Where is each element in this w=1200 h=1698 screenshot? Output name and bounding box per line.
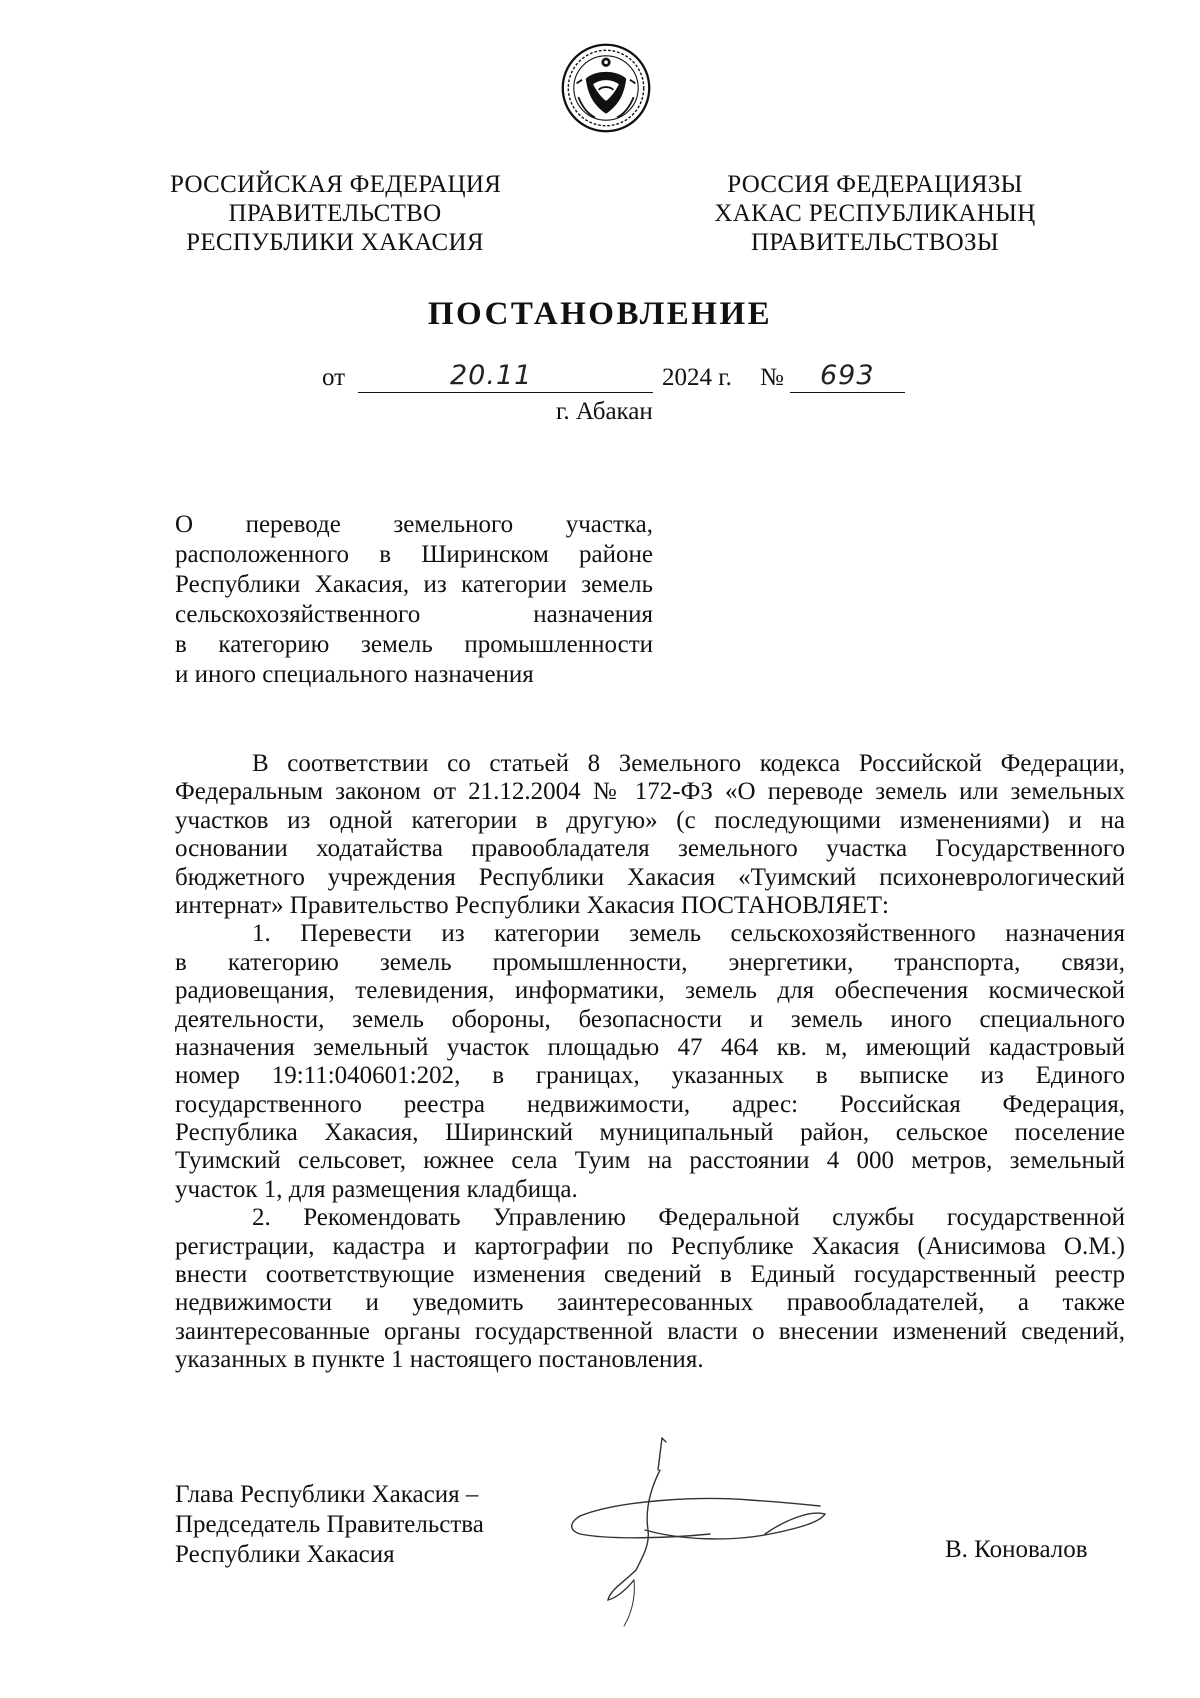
header-left-line: РОССИЙСКАЯ ФЕДЕРАЦИЯ xyxy=(170,171,502,198)
body-line: назначения земельный участок площадью 47 464 кв. м, имеющий кадастровый xyxy=(175,1033,1125,1061)
header-right-line: ХАКАС РЕСПУБЛИКАНЫҢ xyxy=(714,200,1036,227)
body-line: государственного реестра недвижимости, адрес: Российская Федерация, xyxy=(175,1090,1125,1118)
body-line: внести соответствующие изменения сведений в Единый государственный реестр xyxy=(175,1261,1125,1289)
signatory-position-line: Глава Республики Хакасия – xyxy=(175,1481,479,1508)
subject-line: в категорию земель промышленности xyxy=(175,631,653,658)
body-line: недвижимости и уведомить заинтересованных правообладателей, а также xyxy=(175,1289,1125,1317)
body-line: в категорию земель промышленности, энергетики, транспорта, связи, xyxy=(175,948,1125,976)
body-line: деятельности, земель обороны, безопасности и земель иного специального xyxy=(175,1005,1125,1033)
body-text xyxy=(175,750,1125,1375)
body-line: интернат» Правительство Республики Хакасия ПОСТАНОВЛЯЕТ: xyxy=(175,891,889,919)
signatory-position-line: Председатель Правительства xyxy=(175,1511,484,1538)
body-line: номер 19:11:040601:202, в границах, указанных в выписке из Единого xyxy=(175,1062,1125,1090)
header-left xyxy=(170,170,500,257)
body-line: участок 1, для размещения кладбища. xyxy=(175,1175,578,1203)
subject-line: сельскохозяйственного назначения xyxy=(175,601,653,628)
subject-line: Республики Хакасия, из категории земель xyxy=(175,571,653,598)
date-year: 2024 г. xyxy=(662,364,732,391)
body-line: 1. Перевести из категории земель сельскохозяйственного назначения xyxy=(252,920,1125,948)
header-right xyxy=(710,170,1040,257)
body-line: заинтересованные органы государственной власти о внесении изменений сведений, xyxy=(175,1317,1125,1345)
handwritten-signature xyxy=(550,1430,920,1630)
signatory-name: В. Коновалов xyxy=(945,1536,1088,1563)
body-line: радиовещания, телевидения, информатики, земель для обеспечения космической xyxy=(175,977,1125,1005)
body-line: Республика Хакасия, Ширинский муниципальный район, сельское поселение xyxy=(175,1119,1125,1147)
number-underline xyxy=(790,392,905,393)
subject-block xyxy=(175,510,653,690)
body-line: Федеральным законом от 21.12.2004 № 172-ФЗ «О переводе земель или земельных xyxy=(175,778,1125,806)
header-left-line: РЕСПУБЛИКИ ХАКАСИЯ xyxy=(186,229,484,256)
signatory-position xyxy=(175,1480,484,1570)
header-right-line: РОССИЯ ФЕДЕРАЦИЯЗЫ xyxy=(727,171,1023,198)
coat-of-arms-emblem xyxy=(560,42,652,134)
body-line: указанных в пункте 1 настоящего постановления. xyxy=(175,1346,704,1374)
date-underline xyxy=(358,392,653,393)
header-left-line: ПРАВИТЕЛЬСТВО xyxy=(228,200,442,227)
body-line: регистрации, кадастра и картографии по Республике Хакасия (Анисимова О.М.) xyxy=(175,1232,1125,1260)
body-line: Туимский сельсовет, южнее села Туим на расстоянии 4 000 метров, земельный xyxy=(175,1147,1125,1175)
subject-line: расположенного в Ширинском районе xyxy=(175,541,653,568)
signatory-position-line: Республики Хакасия xyxy=(175,1541,395,1568)
document-title: ПОСТАНОВЛЕНИЕ xyxy=(427,296,773,332)
city: г. Абакан xyxy=(556,398,653,425)
body-line: 2. Рекомендовать Управлению Федеральной службы государственной xyxy=(252,1204,1125,1232)
body-line: основании ходатайства правообладателя земельного участка Государственного xyxy=(175,835,1125,863)
date-handwritten: 20.11 xyxy=(450,360,533,391)
subject-line: и иного специального назначения xyxy=(175,661,534,688)
body-line: участков из одной категории в другую» (с последующими изменениями) и на xyxy=(175,806,1125,834)
subject-line: О переводе земельного участка, xyxy=(175,511,653,538)
number-handwritten: 693 xyxy=(820,360,875,391)
number-sign: № xyxy=(760,364,784,391)
body-line: бюджетного учреждения Республики Хакасия «Туимский психоневрологический xyxy=(175,863,1125,891)
date-prefix: от xyxy=(322,364,346,391)
header-right-line: ПРАВИТЕЛЬСТВОЗЫ xyxy=(751,229,999,256)
body-line: В соответствии со статьей 8 Земельного кодекса Российской Федерации, xyxy=(252,750,1125,777)
